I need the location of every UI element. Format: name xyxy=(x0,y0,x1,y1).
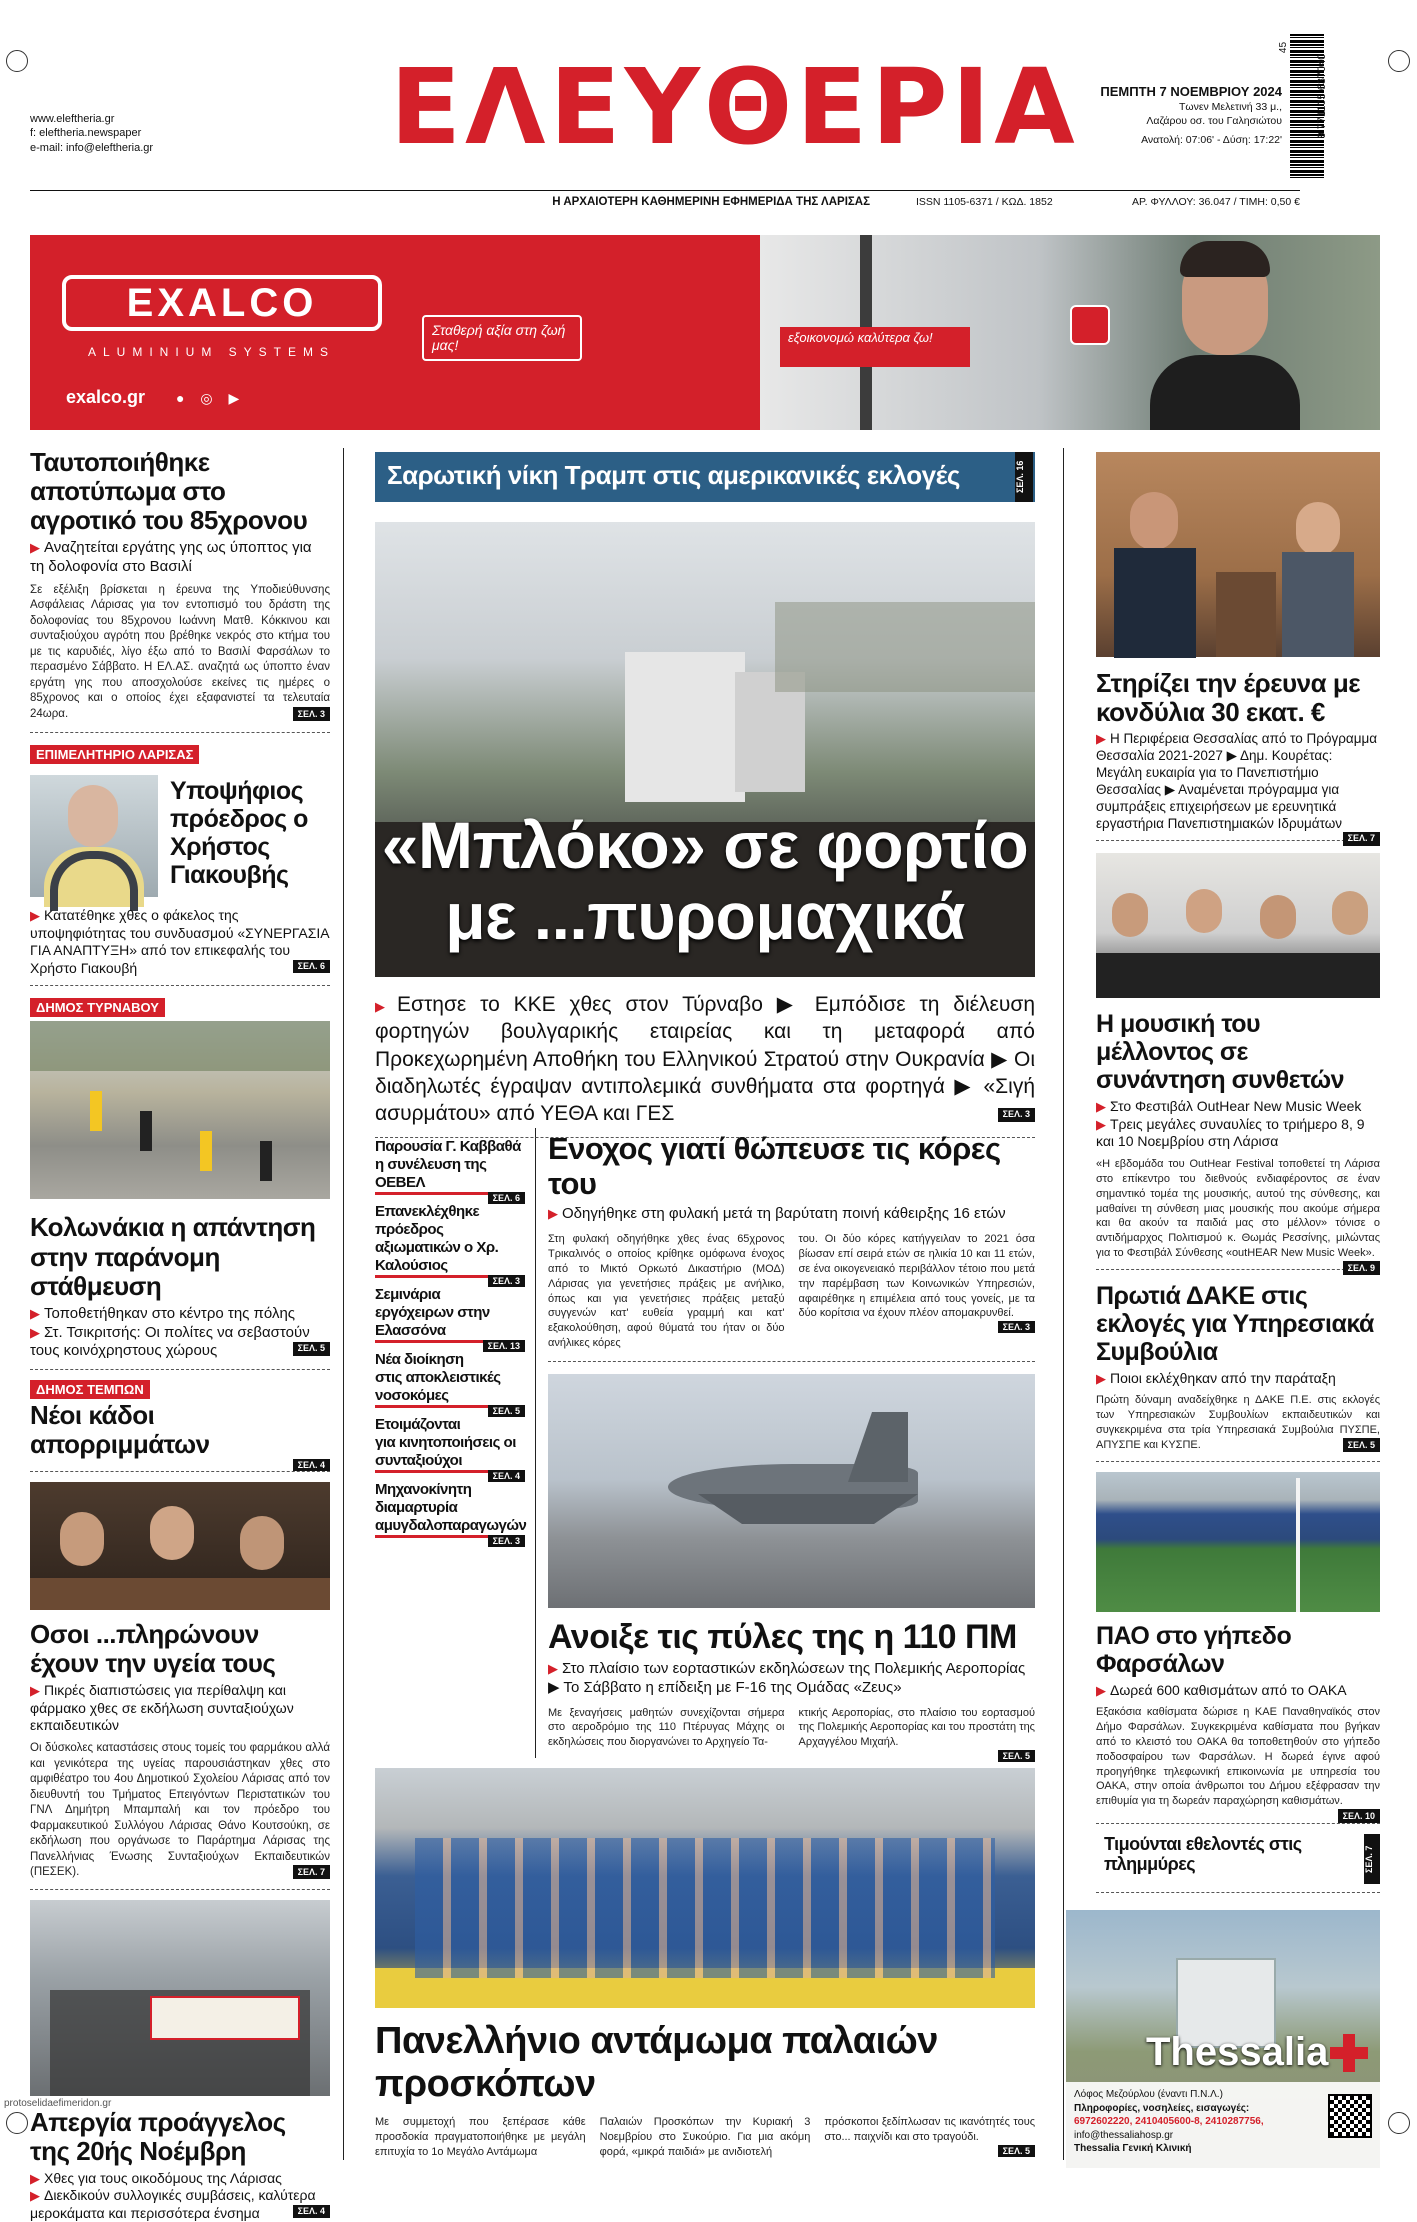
headline[interactable]: Κολωνάκια η απάντηση στην παράνομη στάθμευση xyxy=(30,1212,316,1301)
story-strike[interactable] xyxy=(4,1900,330,2222)
story-guilty[interactable] xyxy=(548,1132,1035,1351)
exalco-url[interactable]: exalco.gr xyxy=(66,387,146,407)
subhead: Πικρές διαπιστώσεις για περίθαλψη και φάρμακο χθες σε εκδήλωση συνταξιούχων εκπαιδευτικών xyxy=(30,1682,294,1734)
triangle-icon: ▶ xyxy=(30,908,40,924)
phone-numbers[interactable]: 6972602220, 2410405600-8, 2410287756, xyxy=(1074,2116,1264,2127)
page-ref[interactable]: ΣΕΛ. 4 xyxy=(488,1470,525,1482)
right-column xyxy=(1096,452,1380,1893)
protest-photo xyxy=(30,1900,330,2096)
exalco-ad-banner[interactable] xyxy=(30,235,1380,430)
triangle-icon: ▶ xyxy=(30,540,40,556)
story-fingerprint[interactable] xyxy=(30,448,330,722)
triangle-icon: ▶ xyxy=(548,1206,558,1222)
triangle-icon: ▶ xyxy=(1096,731,1106,747)
left-column xyxy=(4,447,330,2222)
center-right xyxy=(548,1132,1035,1762)
subhead: Τρεις μεγάλες συναυλίες το τριήμερο 8, 9 και 10 Νοεμβρίου στη Λάρισα xyxy=(1096,1115,1365,1150)
headline[interactable]: Υποψήφιος πρόεδρος ο Χρήστος Γιακουβής xyxy=(170,777,308,890)
subhead: Αναζητείται εργάτης γης ως ύποπτος για τη δολοφονία στο Βασιλί xyxy=(30,539,312,576)
triangle-icon: ▶ xyxy=(30,1305,40,1321)
body-text: πρόσκοποι ξεδίπλωσαν τις ικανότητές τους στο... παιχνίδι και στο τραγούδι. xyxy=(824,2116,1036,2143)
triangle-icon: ▶ xyxy=(375,999,393,1014)
headline[interactable]: Ανοιξε τις πύλες της η 110 ΠΜ xyxy=(548,1617,1017,1656)
email-link[interactable]: e-mail: info@eleftheria.gr xyxy=(30,141,154,154)
body-text: Με ξεναγήσεις μαθητών συνεχίζονται σήμερα στο αεροδρόμιο της 110 Πτέρυγας Μάχης οι εκδηλώσεις που διοργανώνει το Αρχηγείο Τα- xyxy=(548,1706,785,1749)
subhead: Στο πλαίσιο των εορταστικών εκδηλώσεων της Πολεμικής Αεροπορίας ▶ Το Σάββατο η επίδειξη με F-16 της Ομάδας «Ζευς» xyxy=(548,1660,1026,1696)
story-airbase[interactable] xyxy=(548,1374,1035,1762)
story-candidate[interactable] xyxy=(30,745,330,977)
page-ref[interactable]: ΣΕΛ. 7 xyxy=(1343,832,1380,845)
subhead: Η Περιφέρεια Θεσσαλίας από το Πρόγραμμα Θεσσαλία 2021-2027 ▶ Δημ. Κουρέτας: Μεγάλη ευκαιρία για το Πανεπιστήμιο Θεσσαλίας ▶ Αναμένεται πρόγραμμα για συμπράξεις επιχειρήσεων με ερευνητικά εργαστήρια Πανεπιστημιακών Ιδρυμάτων xyxy=(1096,731,1378,831)
headline[interactable]: Νέοι κάδοι απορριμμάτων xyxy=(30,1400,210,1460)
watermark: protoselidaefimeridon.gr xyxy=(4,2097,112,2109)
page-ref[interactable]: ΣΕΛ. 3 xyxy=(998,1321,1035,1333)
body-text: Στη φυλακή οδηγήθηκε χθες ένας 65χρονος Τρικαλινός ο οποίος κρίθηκε ομόφωνα ένοχος από το Μικτό Ορκωτό Δικαστήριο (ΜΟΔ) Λάρισας για γενετήσιες πράξεις με ανήλικο, όπως και για γενετήσιες πράξεις μεταξύ συγγενών κατ' ευθεία γραμμή και κατ' εξακολούθηση, αφού θύματά του ήταν οι δύο ανήλικες κόρες xyxy=(548,1233,785,1350)
namedays: Τωνεν Μελετινή 33 μ., xyxy=(1178,100,1282,113)
lead-subhead: ▶ Εστησε το ΚΚΕ χθες στον Τύρναβο ▶ Εμπόδισε τη διέλευση φορτηγών βουλγαρικής εταιρείας και τη μεταφορά από Προκεχωρημένη Αποθήκη του Ελληνικού Στρατού στην Ουκρανία ▶ Οι διαδηλωτές έγραψαν αντιπολεμικά συνθήματα στα φορτηγά ▶ «Σιγή ασυρμάτου» από ΥΕΘΑ και ΓΕΣ ΣΕΛ. 3 xyxy=(375,993,1035,1126)
column-rule xyxy=(1063,448,1064,2160)
barcode-number: 9 771105 637040 xyxy=(1316,53,1328,139)
portrait-photo xyxy=(30,775,158,897)
sunrise-sunset: Ανατολή: 07:06' - Δύση: 17:22' xyxy=(1141,134,1282,147)
slogan-box: εξοικονομώ καλύτερα ζω! xyxy=(780,327,970,367)
column-rule xyxy=(343,448,344,2160)
subhead: Στο Φεστιβάλ OutHear New Music Week xyxy=(1110,1098,1362,1115)
issue-number-price: ΑΡ. ΦΥΛΛΟΥ: 36.047 / ΤΙΜΗ: 0,50 € xyxy=(1131,196,1300,208)
page-ref[interactable]: ΣΕΛ. 10 xyxy=(1338,1809,1380,1823)
page-ref[interactable]: ΣΕΛ. 4 xyxy=(293,2205,330,2218)
body-text: Με συμμετοχή που ξεπέρασε κάθε προσδοκία πραγματοποιήθηκε με μεγάλη επιτυχία το 1ο Μεγάλο Αντάμωμα xyxy=(375,2116,586,2158)
story-stadium[interactable] xyxy=(1096,1472,1380,1822)
subhead: Χθες για τους οικοδόμους της Λάρισας xyxy=(44,2169,282,2186)
triangle-icon: ▶ xyxy=(30,2188,40,2204)
stadium-photo xyxy=(1096,1472,1380,1612)
page-ref[interactable]: ΣΕΛ. 6 xyxy=(488,1192,525,1204)
page-ref[interactable]: ΣΕΛ. 4 xyxy=(293,1459,330,1471)
email-link[interactable]: info@thessaliahosp.gr xyxy=(1074,2129,1174,2141)
column-rule xyxy=(535,1128,536,1758)
triangle-icon: ▶ xyxy=(548,1661,558,1677)
crop-mark-icon xyxy=(1388,2112,1410,2134)
podium-photo xyxy=(1096,452,1380,657)
section-label: ΔΗΜΟΣ ΤΕΜΠΩΝ xyxy=(30,1380,150,1399)
crop-mark-icon xyxy=(6,2112,28,2134)
page-ref[interactable]: ΣΕΛ. 3 xyxy=(488,1535,525,1547)
briefs-column xyxy=(375,1138,525,1547)
subhead: Δωρεά 600 καθισμάτων από το ΟΑΚΑ xyxy=(1110,1681,1347,1698)
thessalia-ad[interactable] xyxy=(1066,1910,1380,2168)
red-cross-icon xyxy=(1330,2034,1368,2072)
page-ref[interactable]: ΣΕΛ. 16 xyxy=(1015,452,1033,502)
panel-photo xyxy=(30,1482,330,1610)
story-scouts[interactable] xyxy=(375,1768,1035,2160)
body-text: «Η εβδομάδα του OutHear Festival τοποθετεί τη Λάρισα στο επίκεντρο του διεθνούς ενδιαφέροντος σε έναν σημαντικό τομέα της μουσικής, αυτού της σύνθεσης, και μαθαίνει τη σύνθεση μιας μουσικής που ακούμε σήμερα και θα ακούν τα παιδιά μας στο μέλλον» τόνισε ο αντιδήμαρχος Πολιτισμού κ. Θωμάς Ρεσσίνης, μιλώντας για το Φεστιβάλ Σύνθεσης «outHEAR New Music Week». xyxy=(1096,1157,1380,1260)
composers-photo xyxy=(1096,853,1380,998)
body-text: Παλαιών Προσκόπων την Κυριακή 3 Νοεμβρίου στο Συκούριο. Για μια ακόμη φορά, «μικρά παιδιά» με ανιδιοτελή xyxy=(599,2116,811,2158)
crop-mark-icon xyxy=(6,50,28,72)
center-column xyxy=(375,452,1035,1138)
namedays: Λαζάρου οσ. του Γαλησιώτου xyxy=(1146,114,1282,127)
brief-item[interactable]: Μηχανοκίνητη διαμαρτυρία αμυγδαλοπαραγωγών ΣΕΛ. 3 xyxy=(375,1481,527,1546)
story-dake[interactable] xyxy=(1096,1282,1380,1453)
headline[interactable]: Τιμούνται εθελοντές στις πλημμύρες xyxy=(1104,1834,1302,1875)
story-bins[interactable] xyxy=(30,1380,330,1471)
masthead xyxy=(0,0,1417,215)
triangle-icon: ▶ xyxy=(1096,1370,1106,1386)
exalco-tagline: ALUMINIUM SYSTEMS xyxy=(88,345,336,359)
headline[interactable]: Η μουσική του μέλλοντος σε συνάντηση συνθετών xyxy=(1096,1010,1344,1095)
exalco-logo: EXALCO xyxy=(62,275,382,331)
triangle-icon: ▶ xyxy=(30,1324,40,1340)
headline[interactable]: Απεργία προάγγελος της 20ής Νοέμβρη xyxy=(30,2106,286,2166)
section-label: ΕΠΙΜΕΛΗΤΗΡΙΟ ΛΑΡΙΣΑΣ xyxy=(30,745,199,764)
brief-item[interactable]: Παρουσία Γ. Καββαθά η συνέλευση της ΟΕΒΕΛ ΣΕΛ. 6 xyxy=(375,1138,525,1195)
issn: ISSN 1105-6371 / ΚΩΔ. 1852 xyxy=(916,196,1053,208)
lead-photo xyxy=(375,522,1035,977)
page-ref[interactable]: ΣΕΛ. 9 xyxy=(1343,1261,1380,1275)
headline[interactable]: ΠΑΟ στο γήπεδο Φαρσάλων xyxy=(1096,1621,1292,1678)
lead-headline[interactable]: «Μπλόκο» σε φορτίο με ...πυρομαχικά xyxy=(381,808,1029,954)
thessalia-logo: Thessalia xyxy=(1146,2030,1329,2074)
barcode-addon: 45 xyxy=(1278,41,1290,54)
body-text: Πρώτη δύναμη αναδείχθηκε η ΔΑΚΕ Π.Ε. στις εκλογές των Υπηρεσιακών Συμβουλίων εκπαιδευτικών και συγκεκριμένα στα τρία Υπηρεσιακά Συμβούλια ΠΥΣΠΕ, ΑΠΥΣΠΕ και ΚΥΣΠΕ. xyxy=(1096,1394,1380,1451)
page-ref[interactable]: ΣΕΛ. 7 xyxy=(293,1865,330,1879)
page-ref[interactable]: ΣΕΛ. 7 xyxy=(1364,1834,1380,1884)
kicker-banner[interactable] xyxy=(375,452,1035,502)
page-ref[interactable]: ΣΕΛ. 5 xyxy=(488,1405,525,1417)
subhead: Διεκδικούν συλλογικές συμβάσεις, καλύτερα μεροκάματα και περισσότερα ένσημα xyxy=(30,2187,316,2221)
story-bollards[interactable] xyxy=(30,998,330,1361)
page-ref[interactable]: ΣΕΛ. 5 xyxy=(1343,1438,1380,1452)
story-music[interactable] xyxy=(1096,853,1380,1273)
headline[interactable]: Οσοι ...πληρώνουν έχουν την υγεία τους xyxy=(30,1619,276,1679)
subhead: Ποιοι εκλέχθηκαν από την παράταξη xyxy=(1110,1369,1336,1386)
headline[interactable]: Στηρίζει την έρευνα με κονδύλια 30 εκατ. € xyxy=(1096,668,1361,728)
brief-item[interactable]: Νέα διοίκηση στις αποκλειστικές νοσοκόμες ΣΕΛ. 5 xyxy=(375,1351,525,1408)
story-volunteers[interactable] xyxy=(1096,1823,1380,1893)
body-text: Σε εξέλιξη βρίσκεται η έρευνα της Υποδιεύθυνσης Ασφάλειας Λάρισας για τον εντοπισμό του δράστη της δολοφονίας του 85χρονου Ιωάννη Ματθ. Κόκκινου και συνταξιούχου αγρότη που βρέθηκε νεκρός στο κτήμα του με τις καρυδιές, λίγο έξω από το Βασιλί Φαρσάλων το περασμένο Σάββατο. Η ΕΛ.ΑΣ. αναζητά ως ύποπτο έναν εργάτη γης που αποσχολούσε εκείνες τις ημέρες ο 85χρονος και ο οποίος έχει εξαφανιστεί τα τελευταία 24ωρα. xyxy=(30,583,330,720)
subhead: Οδηγήθηκε στη φυλακή μετά τη βαρύτατη ποινή κάθειρξης 16 ετών xyxy=(562,1205,1006,1223)
page-ref[interactable]: ΣΕΛ. 6 xyxy=(293,960,330,973)
issue-date: ΠΕΜΠΤΗ 7 ΝΟΕΜΒΡΙΟΥ 2024 xyxy=(1100,84,1282,99)
triangle-icon: ▶ xyxy=(1096,1682,1106,1698)
page-ref[interactable]: ΣΕΛ. 5 xyxy=(293,1342,330,1355)
subhead: Στ. Τσικριτσής: Οι πολίτες να σεβαστούν τους κοινόχρηστους χώρους xyxy=(30,1323,310,1360)
website-link[interactable]: www.eleftheria.gr xyxy=(30,113,115,125)
social-icons[interactable]: ● ◎ ▶ xyxy=(176,390,246,406)
subhead: Κατατέθηκε χθες ο φάκελος της υποψηφιότητας του συνδυασμού «ΣΥΝΕΡΓΑΣΙΑ ΓΙΑ ΑΝΑΠΤΥΞΗ» από τον επικεφαλής του Χρήστο Γιακουβή xyxy=(30,907,329,976)
page-ref[interactable]: ΣΕΛ. 3 xyxy=(998,1108,1035,1122)
section-label: ΔΗΜΟΣ ΤΥΡΝΑΒΟΥ xyxy=(30,998,165,1017)
triangle-icon: ▶ xyxy=(1096,1116,1106,1132)
headline[interactable]: Ενοχος γιατί θώπευσε τις κόρες του xyxy=(548,1131,1001,1201)
story-pensioners[interactable] xyxy=(30,1482,330,1880)
headline[interactable]: Πανελλήνιο αντάμωμα παλαιών προσκόπων xyxy=(375,2020,938,2105)
headline[interactable]: Ταυτοποιήθηκε αποτύπωμα στο αγροτικό του 85χρονου xyxy=(30,447,308,536)
house-icon xyxy=(1070,305,1110,345)
triangle-icon: ▶ xyxy=(30,1683,40,1699)
triangle-icon: ▶ xyxy=(1096,1099,1106,1115)
triangle-icon: ▶ xyxy=(30,2170,40,2186)
brief-item[interactable]: Ετοιμάζονται για κινητοποιήσεις οι συνταξιούχοι ΣΕΛ. 4 xyxy=(375,1416,525,1473)
crop-mark-icon xyxy=(1388,50,1410,72)
page-ref[interactable]: ΣΕΛ. 13 xyxy=(483,1340,525,1352)
body-text: Οι δύσκολες καταστάσεις στους τομείς του φαρμάκου αλλά και γενικότερα της υγείας παρουσιάστηκαν χθες στο αμφιθέατρο του 4ου Δημοτικού Σχολείου Λάρισας από τον διευθυντή του Τμήματος Επειγόντων Περιστατικών του ΓΝΛ Δημήτρη Μπαμπαλή και τον πρόεδρο του Φαρμακευτικού Συλλόγου Λάρισας Θάνο Κουτσούκη, σε εκδήλωση που οργάνωσε το Παράρτημα Λάρισας της Πανελλήνιας Ένωσης Συνταξιούχων Εκπαιδευτικών (ΠΕΣΕΚ). xyxy=(30,1741,330,1879)
man-portrait xyxy=(1150,235,1300,430)
page-ref[interactable]: ΣΕΛ. 3 xyxy=(488,1275,525,1287)
headline[interactable]: Πρωτιά ΔΑΚΕ στις εκλογές για Υπηρεσιακά Συμβούλια xyxy=(1096,1281,1374,1366)
scouts-photo xyxy=(375,1768,1035,2008)
slogan-box: Σταθερή αξία στη ζωή μας! xyxy=(422,315,582,361)
body-text: κτικής Αεροπορίας, στο πλαίσιο του εορτασμού της Πολεμικής Αεροπορίας και του προστάτη της Αρχαγγέλου Μιχαήλ. xyxy=(798,1706,1035,1749)
subhead: Τοποθετήθηκαν στο κέντρο της πόλης xyxy=(44,1304,296,1322)
facebook-link[interactable]: f: eleftheria.newspaper xyxy=(30,127,142,140)
brief-item[interactable]: Σεμινάρια εργόχειρων στην Ελασσόνα ΣΕΛ. 13 xyxy=(375,1286,525,1343)
body-text: του. Οι δύο κόρες κατήγγειλαν το 2021 όσα βίωσαν επί σειρά ετών σε ηλικία 10 και 11 ετών, σε ένα οικογενειακό περιβάλλον τέτοιο που μετά την παρέμβαση των Κοινωνικών Υπηρεσιών, αφαιρέθηκε η επιμέλεια από τους γονείς, με τα δύο κορίτσια να έχουν πλέον απομακρυνθεί. xyxy=(798,1233,1035,1320)
page-ref[interactable]: ΣΕΛ. 5 xyxy=(998,1750,1035,1762)
kicker-text: Σαρωτική νίκη Τραμπ στις αμερικανικές εκλογές xyxy=(387,460,960,490)
newspaper-logo: ΕΛΕΥΘΕΡΙΑ xyxy=(390,46,1079,168)
street-photo xyxy=(30,1021,330,1199)
qr-code-icon[interactable] xyxy=(1328,2094,1372,2138)
tagline: Η ΑΡΧΑΙΟΤΕΡΗ ΚΑΘΗΜΕΡΙΝΗ ΕΦΗΜΕΡΙΔΑ ΤΗΣ ΛΑΡΙΣΑΣ xyxy=(552,196,870,208)
brief-item[interactable]: Επανεκλέχθηκε πρόεδρος αξιωματικών ο Χρ. Καλούσιος ΣΕΛ. 3 xyxy=(375,1203,525,1278)
page-ref[interactable]: ΣΕΛ. 5 xyxy=(998,2145,1035,2157)
ad-info: Λόφος Μεζούρλου (έναντι Π.Ν.Λ.) Πληροφορίες, νοσηλείες, εισαγωγές: 6972602220, 2410405600-8, 2410287756, info@thessaliahosp.gr Thessalia Γενική Κλινική xyxy=(1066,2082,1380,2168)
story-research[interactable] xyxy=(1096,452,1380,844)
jet-photo xyxy=(548,1374,1035,1608)
body-text: Εξακόσια καθίσματα δώρισε η ΚΑΕ Παναθηναϊκός στον Δήμο Φαρσάλων. Συγκεκριμένα καθίσματα που βγήκαν από το κλειστό του ΟΑΚΑ θα τοποθετηθούν στο γήπεδο ποδοσφαίρου των Φαρσάλων. Η δωρεά έγινε αφού προηγήθηκε τηλεφωνική επικοινωνία με υπηρεσία του ΟΑΚΑ, στην οποία άνθρωποι του Δήμου εξέφρασαν την επιθυμία για τη δωρεάν παραχώρηση καθισμάτων. xyxy=(1096,1706,1380,1808)
page-ref[interactable]: ΣΕΛ. 3 xyxy=(293,707,330,721)
